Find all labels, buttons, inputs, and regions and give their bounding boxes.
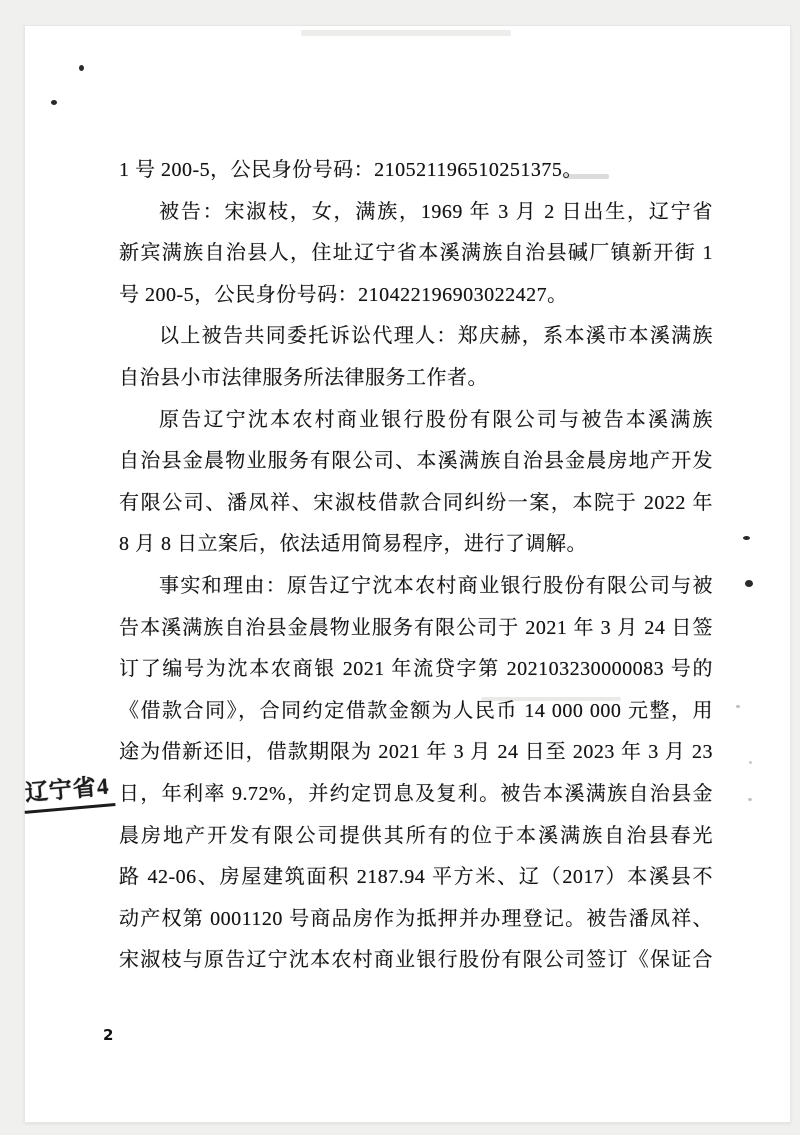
margin-stamp: 辽宁省4	[21, 767, 115, 814]
scan-speckle	[79, 65, 84, 71]
text-line: 宋淑枝与原告辽宁沈本农村商业银行股份有限公司签订《保证合	[119, 949, 713, 972]
text-line: 被告：宋淑枝，女，满族，1969 年 3 月 2 日出生，辽宁省	[159, 200, 713, 223]
text-line: 订了编号为沈本农商银 2021 年流贷字第 202103230000083 号的	[119, 658, 713, 681]
scan-speckle	[51, 100, 57, 105]
scan-speckle	[736, 705, 740, 708]
scan-smudge	[301, 30, 511, 36]
document-body	[119, 150, 713, 982]
document-page	[24, 25, 791, 1123]
scan-speckle	[743, 536, 750, 540]
text-line: 有限公司、潘凤祥、宋淑枝借款合同纠纷一案，本院于 2022 年	[119, 491, 713, 514]
scan-speckle	[749, 761, 752, 764]
text-line: 告本溪满族自治县金晨物业服务有限公司于 2021 年 3 月 24 日签	[119, 616, 713, 639]
text-line: 途为借新还旧，借款期限为 2021 年 3 月 24 日至 2023 年 3 月 23	[119, 741, 713, 764]
page-number: 2	[103, 1026, 114, 1044]
scan-speckle	[748, 798, 752, 801]
text-line: 《借款合同》，合同约定借款金额为人民币 14 000 000 元整，用	[119, 699, 713, 722]
text-line: 动产权第 0001120 号商品房作为抵押并办理登记。被告潘凤祥、	[119, 907, 713, 930]
text-line: 自治县小市法律服务所法律服务工作者。	[119, 366, 488, 389]
text-line: 日，年利率 9.72%，并约定罚息及复利。被告本溪满族自治县金	[119, 782, 713, 805]
text-line: 路 42-06、房屋建筑面积 2187.94 平方米、辽（2017）本溪县不	[119, 866, 713, 889]
text-line: 事实和理由：原告辽宁沈本农村商业银行股份有限公司与被	[159, 574, 713, 597]
text-line: 自治县金晨物业服务有限公司、本溪满族自治县金晨房地产开发	[119, 450, 713, 473]
text-line: 原告辽宁沈本农村商业银行股份有限公司与被告本溪满族	[159, 408, 713, 431]
text-line: 以上被告共同委托诉讼代理人：郑庆赫，系本溪市本溪满族	[159, 325, 713, 348]
text-line: 1 号 200-5，公民身份号码：210521196510251375。	[119, 159, 583, 181]
text-line: 晨房地产开发有限公司提供其所有的位于本溪满族自治县春光	[119, 824, 713, 847]
text-line: 新宾满族自治县人，住址辽宁省本溪满族自治县碱厂镇新开街 1	[119, 242, 713, 265]
text-line: 号 200-5，公民身份号码：210422196903022427。	[119, 283, 568, 306]
text-line: 8 月 8 日立案后，依法适用简易程序，进行了调解。	[119, 533, 587, 556]
scan-speckle	[745, 580, 753, 587]
